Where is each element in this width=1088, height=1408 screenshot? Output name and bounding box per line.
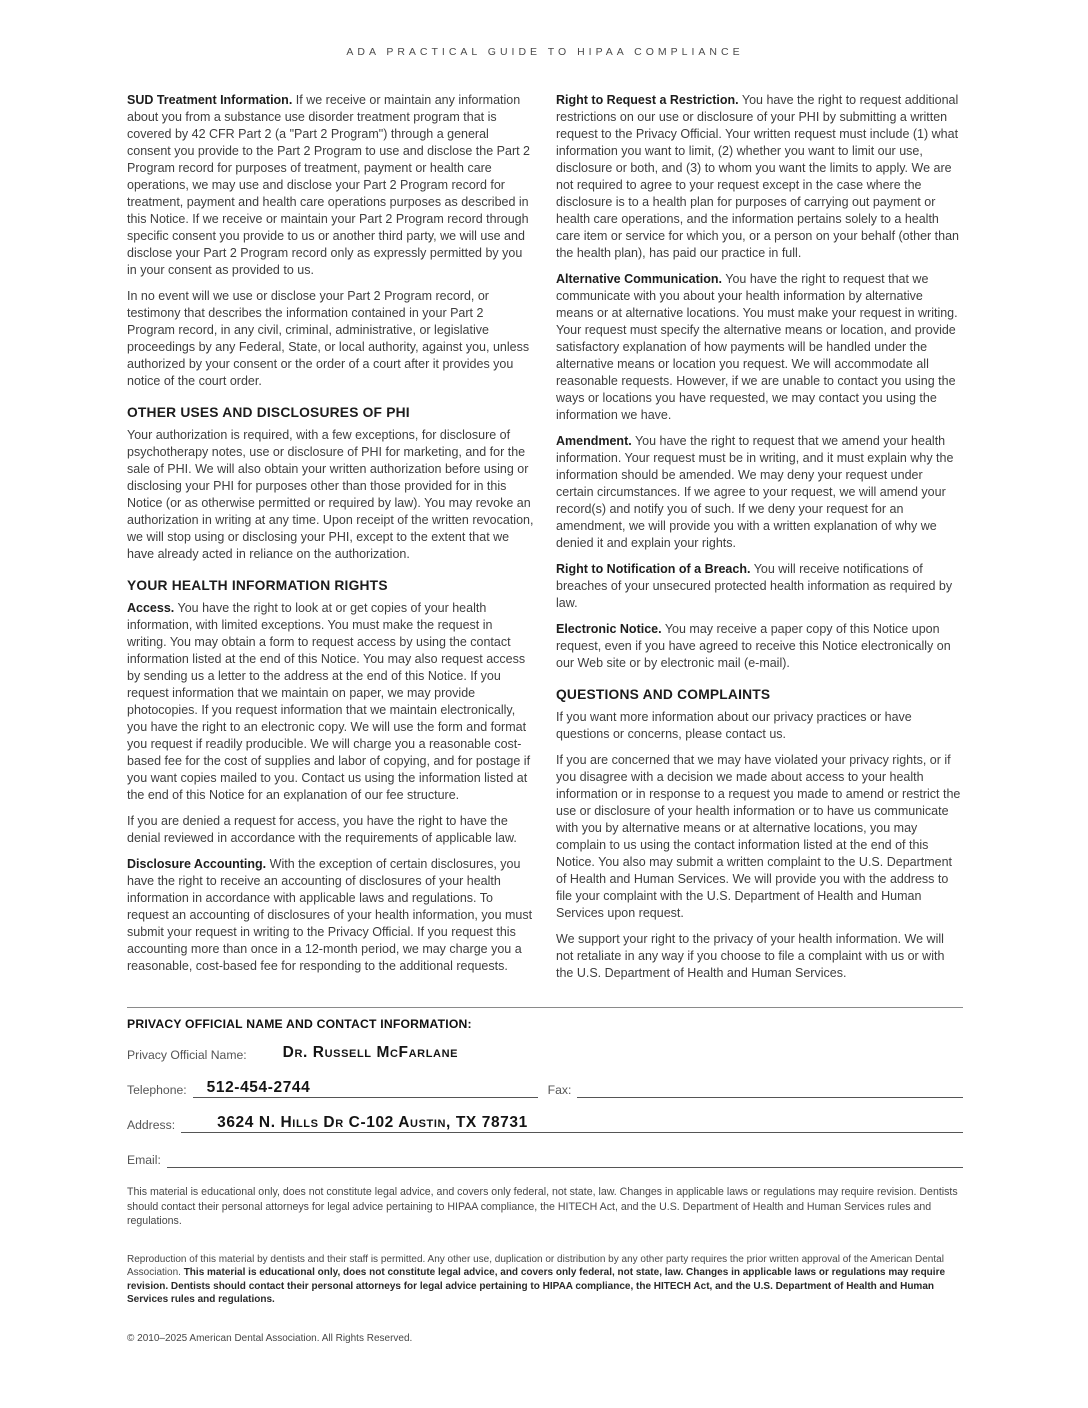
name-row (127, 1045, 963, 1063)
paragraph-electronic-notice (556, 621, 963, 672)
paragraph-request-restriction (556, 92, 963, 262)
right-column (556, 92, 963, 991)
page-title: ADA PRACTICAL GUIDE TO HIPAA COMPLIANCE (346, 46, 744, 58)
paragraph-disclosure-accounting (127, 856, 534, 975)
address-row (127, 1115, 963, 1133)
paragraph-text: You have the right to look at or get copies of your health information, with limited exceptions. You must make the request in writing. You may obtain a form to request access by using the contact information listed at the end of this Notice. You may also request access by sending us a letter to the address at the end of this Notice. If you request information that we maintain on paper, we may provide photocopies. If you request information that we maintain electronically, you have the right to an electronic copy. We will use the form and format you request if readily producible. We will charge you a reasonable cost-based fee for the cost of supplies and labor of copying, and for postage if you want copies mailed to you. Contact us using the information listed at the end of this Notice for an explanation of our fee structure. (127, 601, 531, 802)
privacy-official-contact-section (127, 1007, 963, 1168)
paragraph-text: You have the right to request that we amend your health information. Your request must be in writing, and it must explain why the information should be amended. We may deny your request under certain circumstances. If we agree to your request, we will amend your record(s) and notify you of such. If we deny your request for an amendment, we will provide you with a written explanation of why we denied it and explain your rights. (556, 434, 954, 550)
disclaimer-reproduction (127, 1253, 963, 1307)
address-field (181, 1115, 963, 1133)
paragraph-lead: SUD Treatment Information. (127, 93, 293, 107)
paragraph-text: You will receive notifications of breaches of your unsecured protected health information as required by law. (556, 562, 953, 610)
paragraph-sud-treatment (127, 92, 534, 279)
disclaimer-primary: This material is educational only, does not constitute legal advice, and covers only federal, not state, law. Changes in applicable laws or regulations may require revision. Dentists should contact their personal attorneys for legal advice pertaining to HIPAA compliance, the HITECH Act, and the U.S. Department of Health and Human Services rules and regulations. (127, 1186, 958, 1227)
paragraph-text: You have the right to request additional restrictions on our use or disclosure of your PHI by submitting a written request to the Privacy Official. Your written request must include (1) what information you want to limit, (2) whether you want to limit our use, disclosure or both, and (3) to whom you want the limits to apply. We are not required to agree to your request except in the case where the disclosure is to a health plan for purposes of carrying out payment or health care operations, and the information pertains solely to a health care item or service for which you, or a person on your behalf (other than the health plan), has paid our practice in full. (556, 93, 959, 260)
paragraph-amendment (556, 433, 963, 552)
disclaimer-bold-part: This material is educational only, does not constitute legal advice, and covers only federal, not state, law. Changes in applicable laws or regulations may require revision. Dentists should contact their personal attorneys for legal advice pertaining to HIPAA compliance, the HITECH Act, and the U.S. Department of Health and Human Services rules and regulations. (127, 1267, 946, 1305)
paragraph-other-uses: Your authorization is required, with a few exceptions, for disclosure of psychotherapy notes, use or disclosure of PHI for marketing, and for the sale of PHI. We will also obtain your written authorization before using or disclosing your PHI for purposes other than those provided for in this Notice (or as otherwise permitted or required by law). You may revoke an authorization in writing at any time. Upon receipt of the written revocation, we will stop using or disclosing your PHI, except to the extent that we have already acted in reliance on the authorization. (127, 428, 534, 561)
heading-health-information-rights: YOUR HEALTH INFORMATION RIGHTS (127, 578, 388, 593)
heading-questions-complaints: QUESTIONS AND COMPLAINTS (556, 687, 771, 702)
paragraph-lead: Amendment. (556, 434, 632, 448)
paragraph-text: With the exception of certain disclosures, you have the right to receive an accounting of disclosures of your health information in accordance with applicable laws and regulations. To request an accounting of disclosures of your health information, you must submit your request in writing to the Privacy Official. If you request this accounting more than once in a 12-month period, we may charge you a reasonable, cost-based fee for responding to the additional requests. (127, 857, 533, 973)
email-label: Email: (127, 1153, 161, 1167)
paragraph-questions-3: We support your right to the privacy of your health information. We will not retaliate in any way if you choose to file a complaint with us or with the U.S. Department of Health and Human Services. (556, 932, 945, 980)
paragraph-denied-access: If you are denied a request for access, you have the right to have the denial reviewed in accordance with the requirements of applicable law. (127, 814, 517, 845)
paragraph-text: You may receive a paper copy of this Notice upon request, even if you have agreed to receive this Notice electronically on our Web site or by electronic mail (e-mail). (556, 622, 951, 670)
two-column-body (127, 92, 963, 991)
contact-section-heading: PRIVACY OFFICIAL NAME AND CONTACT INFORMATION: (127, 1017, 472, 1031)
address-label: Address: (127, 1118, 176, 1132)
paragraph-alternative-communication (556, 271, 963, 424)
paragraph-lead: Access. (127, 601, 175, 615)
copyright-notice: © 2010–2025 American Dental Association. All Rights Reserved. (127, 1332, 413, 1344)
telephone-field (193, 1080, 538, 1098)
paragraph-lead: Right to Request a Restriction. (556, 93, 739, 107)
left-column (127, 92, 534, 991)
email-row (127, 1150, 963, 1168)
disclaimer-regular-part: Reproduction of this material by dentists and their staff is permitted. Any other use, duplication or distribution by any other party requires the prior written approval of the American Dental Association. (127, 1253, 944, 1278)
telephone-label: Telephone: (127, 1083, 187, 1097)
paragraph-sud-treatment-2: In no event will we use or disclose your Part 2 Program record, or testimony that describes the information contained in your Part 2 Program record, in any civil, criminal, administrative, or legislative proceedings by any Federal, State, or local authority, against you, unless authorized by your consent or the order of a court after it provides you notice of the court order. (127, 289, 530, 388)
paragraph-lead: Alternative Communication. (556, 272, 722, 286)
telephone-value: 512-454-2744 (206, 1079, 311, 1096)
paragraph-text: You have the right to request that we communicate with you about your health information by alternative means or at alternative locations. You must make your request in writing. Your request must specify the alternative means or location, and provide satisfactory explanation of how payments will be handled under the alternative means or location you request. We will accommodate all reasonable requests. However, if we are unable to contact you using the ways or locations you have requested, we may contact you using the information we have. (556, 272, 958, 422)
paragraph-questions-1: If you want more information about our privacy practices or have questions or concerns, please contact us. (556, 710, 912, 741)
email-field (167, 1150, 963, 1168)
paragraph-questions-2: If you are concerned that we may have violated your privacy rights, or if you disagree with a decision we made about access to your health information or in response to a request you made to amend or restrict the use or disclosure of your health information or to have us communicate with you by alternative means or at alternative locations, you may complain to us using the contact information listed at the end of this Notice. You also may submit a written complaint to the U.S. Department of Health and Human Services. We will provide you with the address to file your complaint with the U.S. Department of Health and Human Services upon request. (556, 753, 961, 920)
paragraph-access (127, 600, 534, 804)
address-value: 3624 N. Hills Dr C-102 Austin, TX 78731 (217, 1114, 528, 1131)
name-label: Privacy Official Name: (127, 1048, 247, 1062)
paragraph-lead: Right to Notification of a Breach. (556, 562, 751, 576)
paragraph-lead: Electronic Notice. (556, 622, 662, 636)
name-field (253, 1045, 963, 1063)
fax-label: Fax: (547, 1083, 572, 1097)
fax-field (577, 1080, 963, 1098)
heading-other-uses: OTHER USES AND DISCLOSURES OF PHI (127, 405, 410, 420)
section-divider (127, 1007, 963, 1008)
telephone-fax-row (127, 1080, 963, 1098)
paragraph-text: If we receive or maintain any information about you from a substance use disorder treatment program that is covered by 42 CFR Part 2 (a "Part 2 Program") through a general consent you provide to the Part 2 Program to use and disclose the Part 2 Program record for purposes of treatment, payment or health care operations, we may use and disclose your Part 2 Program record for treatment, payment and health care operations purposes as described in this Notice. If we receive or maintain your Part 2 Program record through specific consent you provide to us or another third party, we will use and disclose your Part 2 Program record only as expressly permitted by you in your consent as provided to us. (127, 93, 531, 277)
name-value: Dr. Russell McFarlane (282, 1044, 459, 1061)
paragraph-breach-notification (556, 561, 963, 612)
paragraph-lead: Disclosure Accounting. (127, 857, 267, 871)
